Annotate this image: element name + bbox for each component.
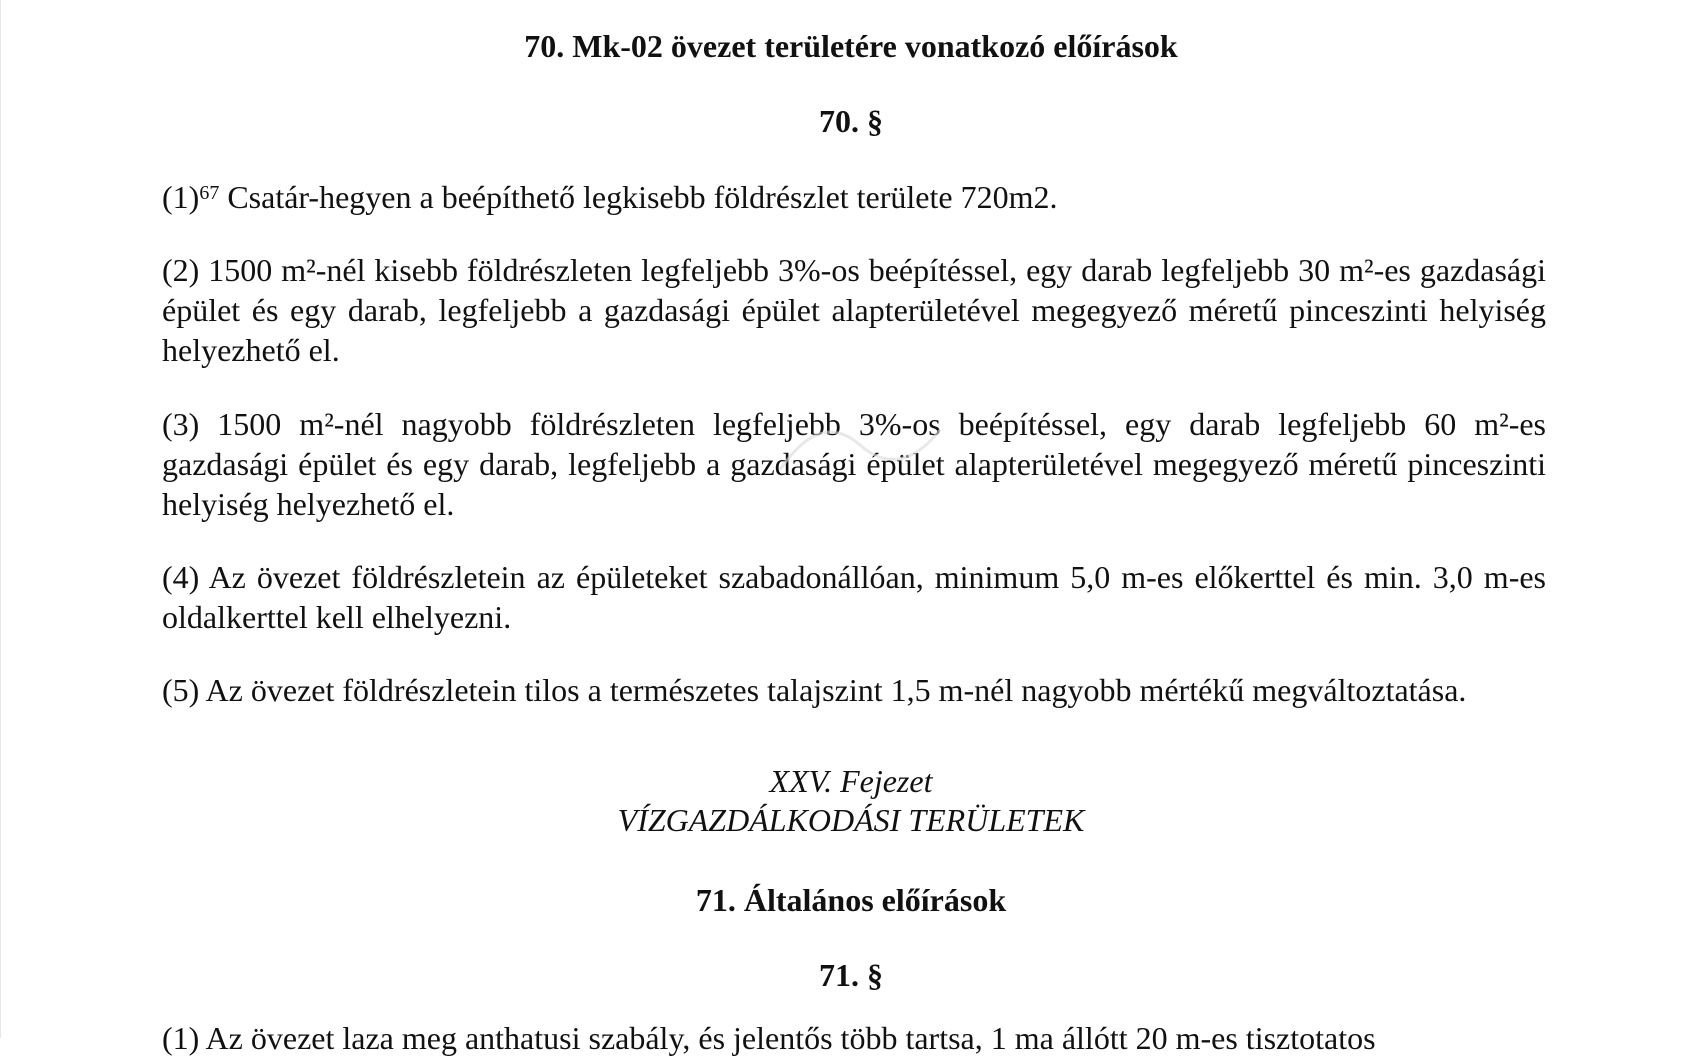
section-70-paragraph-5: (5) Az övezet földrészletein tilos a természetes talajszint 1,5 m-nél nagyobb mértékű megváltoztatása. [162, 672, 1467, 708]
section-70-paragraph-1 [162, 177, 1546, 217]
paragraph-number: (1) [162, 179, 200, 215]
section-70-paragraph-4: (4) Az övezet földrészletein az épületeket szabadonállóan, minimum 5,0 m-es előkerttel és min. 3,0 m-es oldalkerttel kell elhelyezni. [162, 559, 1546, 635]
chapter-title: VÍZGAZDÁLKODÁSI TERÜLETEK [617, 802, 1085, 838]
section-70-paragraph-mark: 70. § [819, 103, 883, 139]
section-70-paragraph-2: (2) 1500 m²-nél kisebb földrészleten legfeljebb 3%-os beépítéssel, egy darab legfeljebb 30 m²-es gazdasági épület és egy darab, legfeljebb a gazdasági épület alapterületével megegyező méretű pinceszinti helyiség helyezhető el. [162, 252, 1546, 368]
section-70-title: 70. Mk-02 övezet területére vonatkozó előírások [524, 28, 1178, 64]
paragraph-text: Csatár-hegyen a beépíthető legkisebb földrészlet területe 720m2. [219, 179, 1058, 215]
chapter-number: XXV. Fejezet [769, 763, 933, 799]
section-70-paragraph-3: (3) 1500 m²-nél nagyobb földrészleten legfeljebb 3%-os beépítéssel, egy darab legfeljebb 60 m²-es gazdasági épület és egy darab, legfeljebb a gazdasági épület alapterületével megegyező méretű pinceszinti helyiség helyezhető el. [162, 406, 1546, 522]
footnote-reference[interactable]: 67 [199, 182, 220, 204]
section-71-paragraph-mark: 71. § [819, 957, 883, 993]
section-71-paragraph-1-cut-off: (1) Az övezet laza meg anthatusi szabály, és jelentős több tartsa, 1 ma állótt 20 m-es tisztotatos [162, 1020, 1376, 1056]
section-71-title: 71. Általános előírások [695, 882, 1007, 918]
